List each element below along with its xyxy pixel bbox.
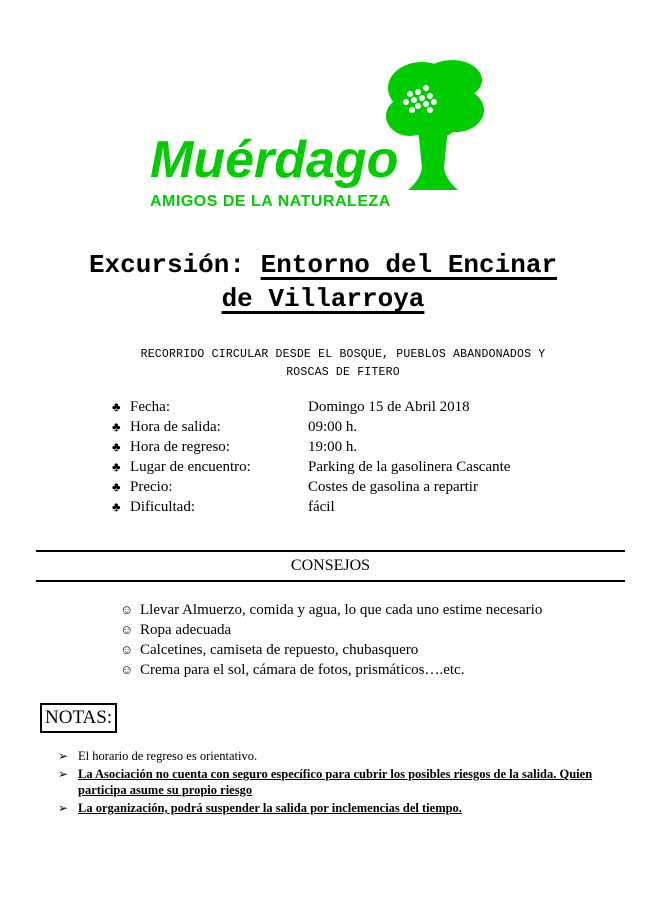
detail-row-dificultad	[112, 497, 510, 517]
route-description-line-1: RECORRIDO CIRCULAR DESDE EL BOSQUE, PUEBLOS ABANDONADOS Y	[140, 348, 546, 361]
tip-text: Calcetines, camiseta de repuesto, chubasquero	[140, 642, 419, 658]
detail-label: Hora de regreso:	[130, 439, 230, 455]
smiley-icon: ☺	[120, 622, 134, 637]
detail-value: Parking de la gasolinera Cascante	[308, 459, 511, 475]
detail-row-fecha	[112, 397, 510, 417]
excursion-details	[112, 397, 510, 517]
detail-label: Precio:	[130, 479, 173, 495]
smiley-icon: ☺	[120, 642, 134, 657]
detail-value: fácil	[308, 499, 335, 515]
note-text: La Asociación no cuenta con seguro específico para cubrir los posibles riesgos de la salida. Quien participa asume su propio riesgo	[78, 767, 593, 797]
arrowhead-icon: ➢	[58, 767, 69, 781]
smiley-icon: ☺	[120, 602, 134, 617]
consejos-list	[120, 600, 542, 680]
notas-list	[58, 748, 628, 818]
note-text: El horario de regreso es orientativo.	[78, 749, 258, 763]
detail-value: Costes de gasolina a repartir	[308, 479, 478, 495]
detail-value: Domingo 15 de Abril 2018	[308, 399, 470, 415]
tip-text: Crema para el sol, cámara de fotos, prismáticos….etc.	[140, 662, 465, 678]
club-icon: ♣	[112, 479, 121, 494]
list-item	[120, 660, 542, 680]
list-item	[120, 640, 542, 660]
list-item	[120, 600, 542, 620]
club-icon: ♣	[112, 439, 121, 454]
detail-row-regreso	[112, 437, 510, 457]
detail-label: Hora de salida:	[130, 419, 221, 435]
list-item	[120, 620, 542, 640]
list-item	[58, 766, 628, 798]
logo-title: Muérdago	[150, 131, 399, 189]
route-description	[40, 346, 646, 382]
title-line-2: de Villarroya	[221, 284, 425, 314]
detail-value: 09:00 h.	[308, 419, 358, 435]
detail-row-salida	[112, 417, 510, 437]
notas-heading: NOTAS:	[40, 703, 117, 733]
club-icon: ♣	[112, 399, 121, 414]
detail-row-precio	[112, 477, 510, 497]
detail-label: Fecha:	[130, 399, 170, 415]
arrowhead-icon: ➢	[58, 801, 69, 815]
muerdago-logo	[148, 58, 478, 218]
club-icon: ♣	[112, 459, 121, 474]
tip-text: Ropa adecuada	[140, 622, 232, 638]
list-item	[58, 748, 628, 764]
route-description-line-2: ROSCAS DE FITERO	[286, 366, 400, 379]
arrowhead-icon: ➢	[58, 749, 69, 763]
detail-value: 19:00 h.	[308, 439, 358, 455]
tree-icon	[384, 58, 484, 198]
title-line-1: Entorno del Encinar	[260, 250, 558, 280]
detail-label: Dificultad:	[130, 499, 195, 515]
detail-row-encuentro	[112, 457, 510, 477]
club-icon: ♣	[112, 419, 121, 434]
tip-text: Llevar Almuerzo, comida y agua, lo que cada uno estime necesario	[140, 602, 543, 618]
list-item	[58, 800, 628, 816]
title-prefix: Excursión:	[88, 250, 261, 280]
page-title	[0, 248, 646, 316]
detail-label: Lugar de encuentro:	[130, 459, 251, 475]
smiley-icon: ☺	[120, 662, 134, 677]
logo-subtitle: AMIGOS DE LA NATURALEZA	[150, 193, 391, 210]
club-icon: ♣	[112, 499, 121, 514]
consejos-heading: CONSEJOS	[36, 550, 625, 582]
note-text: La organización, podrá suspender la salida por inclemencias del tiempo.	[78, 801, 462, 815]
